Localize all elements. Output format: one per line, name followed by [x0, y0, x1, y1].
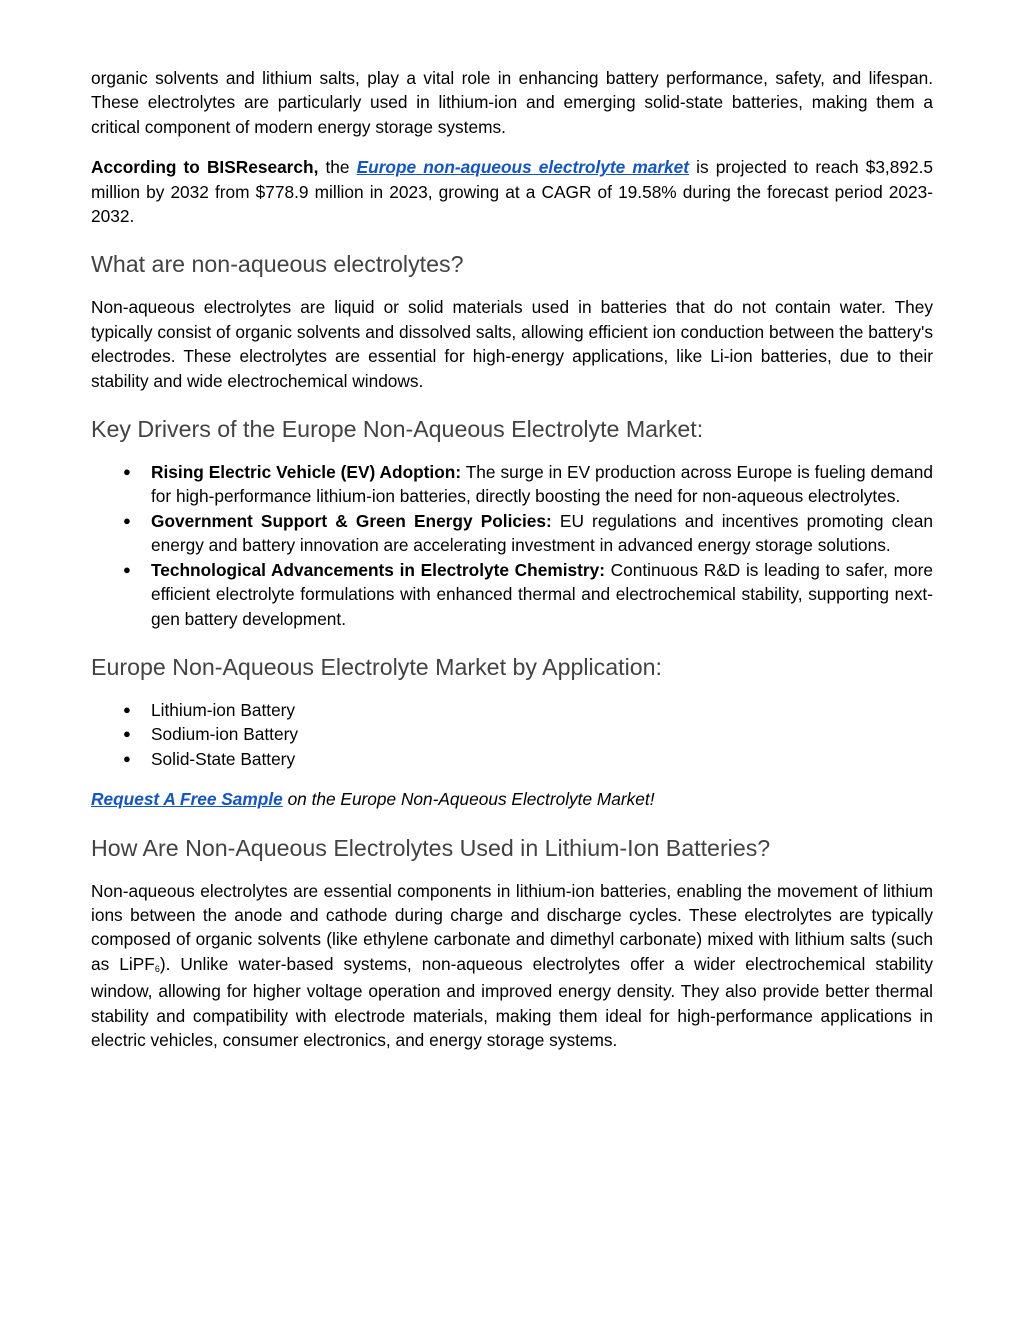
bullet-icon: ●: [123, 464, 131, 480]
driver-item: [91, 509, 933, 558]
heading-by-application: Europe Non-Aqueous Electrolyte Market by Application:: [91, 653, 662, 680]
market-stat-paragraph: [91, 155, 933, 228]
market-report-link[interactable]: Europe non-aqueous electrolyte market: [356, 157, 690, 178]
application-label: Sodium-ion Battery: [151, 724, 298, 745]
driver-title: Government Support & Green Energy Policies:: [151, 510, 552, 531]
heading-what-are-electrolytes: What are non-aqueous electrolytes?: [91, 251, 464, 278]
how-text-before: Non-aqueous electrolytes are essential components in lithium-ion batteries, enabling the movement of lithium ions between the anode and cathode during charge and discharge cycles. These electrolytes are typically composed of organic solvents (like ethylene carbonate and dimethyl carbonate) mixed with lithium salts (such as LiPF: [91, 880, 933, 974]
bullet-icon: ●: [123, 561, 131, 577]
application-label: Lithium-ion Battery: [151, 699, 296, 720]
stat-post-link: is projected to reach $3,892.5 million by 2032 from $778.9 million in 2023, growing at a CAGR of 19.58% during the forecast period 2023-2032.: [91, 157, 933, 227]
driver-item: [91, 558, 933, 631]
cta-text: on the Europe Non-Aqueous Electrolyte Market!: [282, 789, 655, 810]
driver-text: EU regulations and incentives promoting clean energy and battery innovation are accelerating investment in advanced energy storage solutions.: [151, 510, 933, 556]
driver-text: The surge in EV production across Europe is fueling demand for high-performance lithium-ion batteries, directly boosting the need for non-aqueous electrolytes.: [151, 462, 933, 507]
driver-item: [91, 460, 933, 509]
heading-key-drivers: Key Drivers of the Europe Non-Aqueous Electrolyte Market:: [91, 416, 704, 443]
document-page: [91, 66, 933, 1052]
application-item: [91, 747, 933, 771]
bullet-icon: ●: [123, 750, 131, 766]
driver-title: Rising Electric Vehicle (EV) Adoption:: [151, 462, 462, 483]
how-paragraph: [91, 879, 933, 1053]
bullet-icon: ●: [123, 726, 131, 742]
applications-list: [91, 698, 933, 771]
stat-pre-link: the: [318, 157, 357, 178]
sample-request-paragraph: [91, 787, 933, 811]
bullet-icon: ●: [123, 701, 131, 717]
bullet-icon: ●: [123, 512, 131, 528]
drivers-list: [91, 460, 933, 631]
request-sample-link[interactable]: Request A Free Sample: [91, 789, 283, 810]
heading-how-used: How Are Non-Aqueous Electrolytes Used in Lithium-Ion Batteries?: [91, 834, 771, 861]
driver-title: Technological Advancements in Electrolyte Chemistry:: [151, 559, 605, 580]
subscript-six: 6: [154, 963, 160, 974]
application-label: Solid-State Battery: [151, 748, 296, 769]
application-item: [91, 698, 933, 722]
stat-lead: According to BISResearch,: [91, 157, 319, 178]
how-text-after: ). Unlike water-based systems, non-aqueous electrolytes offer a wider electrochemical stability window, allowing for higher voltage operation and improved energy density. They also provide better thermal stability and compatibility with electrode materials, making them ideal for high-performance applications in electric vehicles, consumer electronics, and energy storage systems.: [91, 953, 933, 1050]
driver-text: Continuous R&D is leading to safer, more efficient electrolyte formulations with enhanced thermal and electrochemical stability, supporting next-gen battery development.: [151, 559, 933, 629]
what-paragraph: Non-aqueous electrolytes are liquid or solid materials used in batteries that do not contain water. They typically consist of organic solvents and dissolved salts, allowing efficient ion conduction between the battery's electrodes. These electrolytes are essential for high-energy applications, like Li-ion batteries, due to their stability and wide electrochemical windows.: [91, 297, 933, 391]
application-item: [91, 722, 933, 746]
intro-paragraph: organic solvents and lithium salts, play a vital role in enhancing battery performance, safety, and lifespan. These electrolytes are particularly used in lithium-ion and emerging solid-state batteries, making them a critical component of modern energy storage systems.: [91, 68, 933, 137]
